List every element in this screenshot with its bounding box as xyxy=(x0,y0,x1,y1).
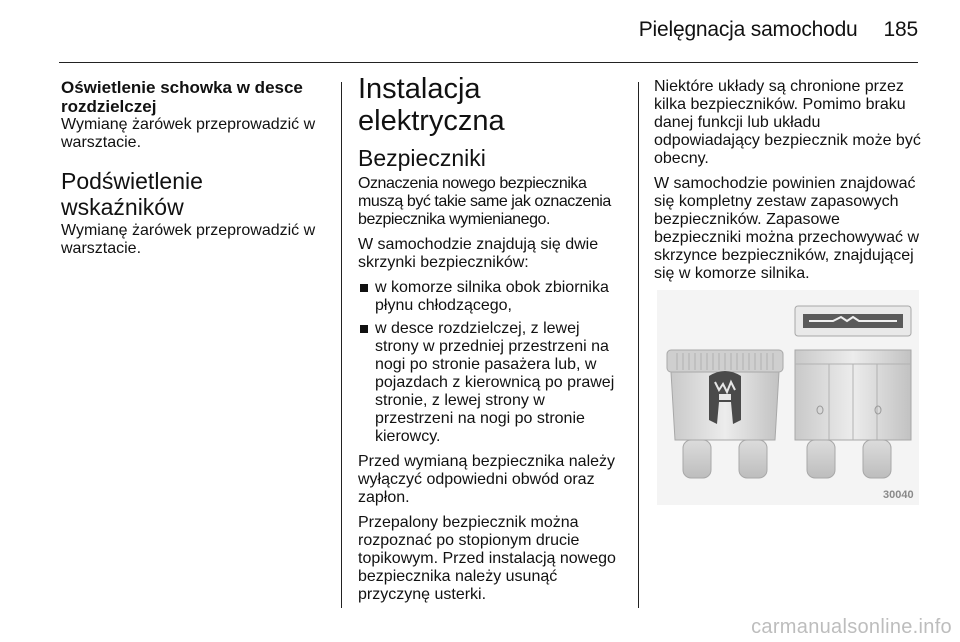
page-header xyxy=(0,18,918,42)
page-number: 185 xyxy=(883,18,918,41)
header-title: Pielęgnacja samochodu xyxy=(638,18,858,41)
heading-fuses: Bezpieczniki xyxy=(358,145,486,171)
column-middle xyxy=(358,73,626,611)
header-divider xyxy=(59,62,918,63)
column-divider-left xyxy=(341,82,342,608)
paragraph-blown-fuse: Przepalony bezpiecznik można rozpoznać po stopionym drucie topikowym. Przed instalacją nowego bezpiecznika należy usunąć przyczynę usterki. xyxy=(358,514,616,603)
text-instrument-illumination: Wymianę żarówek przeprowadzić w warsztacie. xyxy=(61,222,316,257)
paragraph-spare-fuses: W samochodzie powinien znajdować się kompletny zestaw zapasowych bezpieczników. Zapasowe bezpieczniki można przechowywać w skrzynce bezpieczników, znajdującej się w komorze silnika. xyxy=(654,175,919,282)
paragraph-before-replacing: Przed wymianą bezpiecznika należy wyłączyć odpowiedni obwód oraz zapłon. xyxy=(358,453,616,506)
column-left xyxy=(61,78,331,265)
heading-instrument-illumination: Podświetlenie wskaźników xyxy=(61,168,203,220)
watermark: carmanualsonline.info xyxy=(751,616,952,638)
paragraph-fuse-boxes: W samochodzie znajdują się dwie skrzynki bezpieczników: xyxy=(358,236,599,271)
fuse-illustration xyxy=(657,290,919,505)
heading-electrical-system: Instalacja elektryczna xyxy=(358,73,505,137)
list-item: w komorze silnika obok zbiornika płynu chłodzącego, xyxy=(358,279,626,315)
figure-code: 30040 xyxy=(883,489,914,501)
column-right xyxy=(654,78,922,290)
list-item: w desce rozdzielczej, z lewej strony w przedniej przestrzeni na nogi po stronie pasażera lub, w pojazdach z kierownicą po prawej stronie, z lewej strony w przestrzeni na nogi po stronie kierowcy. xyxy=(358,320,626,446)
text-glovebox-light: Wymianę żarówek przeprowadzić w warsztacie. xyxy=(61,116,316,151)
fuse-box-locations-list xyxy=(358,279,626,446)
column-divider-right xyxy=(638,82,639,608)
paragraph-multiple-fuses: Niektóre układy są chronione przez kilka bezpieczników. Pomimo braku danej funkcji lub układu odpowiadający bezpiecznik może być obecny. xyxy=(654,78,921,167)
paragraph-fuse-markings: Oznaczenia nowego bezpiecznika muszą być takie same jak oznaczenia bezpiecznika wymienianego. xyxy=(358,175,611,228)
fuse-drawing xyxy=(657,290,919,505)
heading-glovebox-light: Oświetlenie schowka w desce rozdzielczej xyxy=(61,78,303,116)
